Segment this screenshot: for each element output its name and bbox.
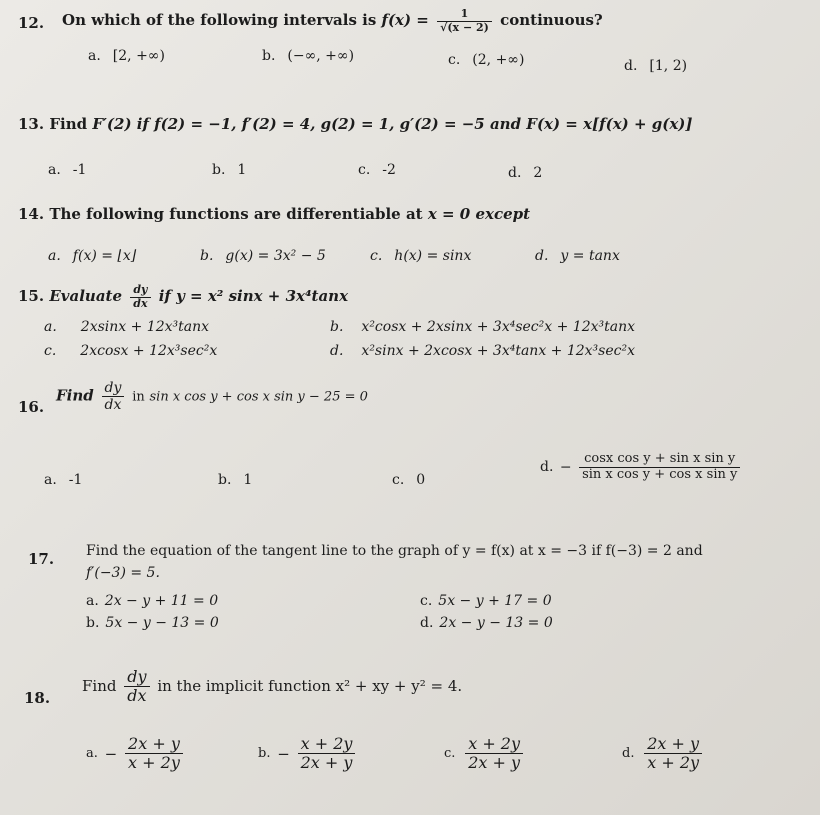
q18-option-d-label: d. xyxy=(622,746,635,762)
q15-stem-a: Evaluate xyxy=(49,287,123,306)
q15-option-b-label: b. xyxy=(330,319,344,335)
q18-option-c-den: 2x + y xyxy=(468,753,521,773)
q12-option-a-label: a. xyxy=(88,48,101,64)
q14-option-a-text: f(x) = ⌊x⌋ xyxy=(72,248,137,264)
q18-option-c-fraction xyxy=(465,735,523,773)
q18-option-a-sign: − xyxy=(104,744,118,763)
q15-number: 15. xyxy=(18,287,45,306)
q16-option-a-text: -1 xyxy=(68,472,83,488)
q16-option-d-sign: − xyxy=(559,459,572,476)
q18-frac-num: dy xyxy=(124,668,149,687)
q13-option-b-text: 1 xyxy=(237,162,247,178)
q14-option-b[interactable] xyxy=(200,248,326,264)
q13-option-c[interactable] xyxy=(358,162,396,178)
q18-stem-b: in the implicit function x² + xy + y² = 4. xyxy=(157,676,463,695)
q17-option-a-label: a. xyxy=(86,593,99,609)
q18-option-a-fraction xyxy=(125,735,183,773)
q12-option-c-text: (2, +∞) xyxy=(472,52,525,68)
q18-option-c-num: x + 2y xyxy=(465,735,523,754)
q18-stem-a: Find xyxy=(82,676,117,695)
q12-f-lhs: f(x) = xyxy=(381,11,429,30)
q12-option-b-text: (−∞, +∞) xyxy=(287,48,355,64)
q18-option-d-num: 2x + y xyxy=(644,735,702,754)
q16-stem xyxy=(56,380,368,413)
q13-option-d-text: 2 xyxy=(533,165,543,181)
q12-fraction xyxy=(437,8,492,34)
q16-option-d-label: d. xyxy=(540,459,554,476)
q13-option-d-label: d. xyxy=(508,165,522,181)
q12-stem xyxy=(62,8,603,34)
q18-frac-den: dx xyxy=(127,686,147,706)
q17-stem xyxy=(86,540,703,584)
q16-option-c-text: 0 xyxy=(416,472,426,488)
q13-stem xyxy=(18,115,692,133)
q17-option-b-text: 5x − y − 13 = 0 xyxy=(105,615,219,631)
q16-option-d-num: cosx cos y + sin x sin y xyxy=(579,452,740,468)
q18-stem xyxy=(82,668,462,706)
q16-option-c-label: c. xyxy=(392,472,405,488)
q15-option-d[interactable] xyxy=(330,343,635,359)
q15-fraction xyxy=(130,284,150,310)
q15-option-b-text: x²cosx + 2xsinx + 3x⁴sec²x + 12x³tanx xyxy=(361,319,635,335)
q13-number: 13. xyxy=(18,115,45,133)
q15-option-c[interactable] xyxy=(44,343,217,359)
q18-option-c-label: c. xyxy=(444,746,456,762)
q18-option-d-fraction xyxy=(644,735,702,773)
q15-option-d-label: d. xyxy=(330,343,344,359)
q16-option-d-fraction xyxy=(579,452,740,483)
q15-option-a-label: a. xyxy=(44,319,57,335)
q16-frac-num: dy xyxy=(102,380,125,397)
q13-option-a[interactable] xyxy=(48,162,86,178)
q16-option-a-label: a. xyxy=(44,472,57,488)
q13-option-a-label: a. xyxy=(48,162,61,178)
q18-fraction xyxy=(124,668,149,706)
q17-option-b[interactable] xyxy=(86,615,219,631)
q16-option-d[interactable] xyxy=(540,452,743,483)
q18-number: 18. xyxy=(24,689,51,707)
q17-option-d-label: d. xyxy=(420,615,434,631)
q13-option-a-text: -1 xyxy=(72,162,87,178)
q14-expr: x = 0 xyxy=(427,205,471,223)
q15-option-b[interactable] xyxy=(330,319,635,335)
q15-option-d-text: x²sinx + 2xcosx + 3x⁴tanx + 12x³sec²x xyxy=(361,343,635,359)
q12-number: 12. xyxy=(18,14,45,32)
q12-option-d-label: d. xyxy=(624,58,638,74)
q16-expr: sin x cos y + cos x sin y − 25 = 0 xyxy=(149,389,368,405)
q14-option-d[interactable] xyxy=(535,248,620,264)
q12-stem-a: On which of the following intervals is xyxy=(62,11,377,30)
q18-option-d-den: x + 2y xyxy=(647,753,700,773)
q14-option-a-label: a. xyxy=(48,248,61,264)
q14-option-d-label: d. xyxy=(535,248,549,264)
q18-option-b-sign: − xyxy=(277,744,290,763)
q17-option-a[interactable] xyxy=(86,593,218,609)
q16-stem-a: Find xyxy=(56,386,94,405)
q12-option-c-label: c. xyxy=(448,52,461,68)
q18-option-b-fraction xyxy=(298,735,356,773)
q16-option-d-den: sin x cos y + cos x sin y xyxy=(582,466,738,482)
q16-option-a[interactable] xyxy=(44,472,82,488)
q16-option-b-text: 1 xyxy=(243,472,253,488)
q17-number: 17. xyxy=(28,550,55,568)
q12-option-d-text: [1, 2) xyxy=(649,58,688,74)
q18-option-c[interactable] xyxy=(444,735,526,773)
q14-option-c-label: c. xyxy=(370,248,383,264)
q14-stem-b: except xyxy=(475,205,531,223)
q12-option-d[interactable] xyxy=(624,58,687,74)
q15-option-c-label: c. xyxy=(44,343,57,359)
q17-option-d[interactable] xyxy=(420,615,553,631)
q12-stem-b: continuous? xyxy=(500,11,603,30)
q18-option-b[interactable] xyxy=(258,735,358,773)
q13-stem-a: Find xyxy=(49,115,88,133)
q15-frac-num: dy xyxy=(130,284,150,298)
q14-stem xyxy=(18,205,530,223)
q13-option-c-text: -2 xyxy=(382,162,396,178)
q16-stem-b: in xyxy=(132,389,145,405)
q15-option-c-text: 2xcosx + 12x³sec²x xyxy=(80,343,218,359)
q16-number: 16. xyxy=(18,398,45,416)
q16-option-b[interactable] xyxy=(218,472,252,488)
q12-frac-num: 1 xyxy=(437,8,492,22)
q14-option-b-label: b. xyxy=(200,248,214,264)
q12-option-c[interactable] xyxy=(448,52,524,68)
q15-stem-b: if y = x² sinx + 3x⁴tanx xyxy=(158,287,349,306)
q16-fraction xyxy=(102,380,125,413)
q13-option-c-label: c. xyxy=(358,162,371,178)
q12-option-a-text: [2, +∞) xyxy=(112,48,165,64)
q14-option-c-text: h(x) = sinx xyxy=(394,248,472,264)
q16-frac-den: dx xyxy=(104,397,122,414)
q15-frac-den: dx xyxy=(133,296,148,310)
q12-frac-den: √(x − 2) xyxy=(440,20,489,34)
q17-option-d-text: 2x − y − 13 = 0 xyxy=(439,615,553,631)
q15-stem xyxy=(18,284,348,310)
q18-option-a-num: 2x + y xyxy=(125,735,183,754)
q18-option-a[interactable] xyxy=(86,735,186,773)
q13-expr: F′(2) if f(2) = −1, f′(2) = 4, g(2) = 1, g′(2) = −5 and F(x) = x[f(x) + g(x)] xyxy=(92,115,693,133)
q17-option-c-label: c. xyxy=(420,593,433,609)
q12-option-b[interactable] xyxy=(262,48,354,64)
q17-option-c[interactable] xyxy=(420,593,552,609)
q13-option-b[interactable] xyxy=(212,162,246,178)
q18-option-b-label: b. xyxy=(258,746,271,762)
q14-option-a[interactable] xyxy=(48,248,136,264)
q12-option-b-label: b. xyxy=(262,48,276,64)
q17-option-b-label: b. xyxy=(86,615,100,631)
q18-option-b-num: x + 2y xyxy=(298,735,356,754)
q18-option-b-den: 2x + y xyxy=(300,753,353,773)
q13-option-d[interactable] xyxy=(508,165,542,181)
q18-option-d[interactable] xyxy=(622,735,705,773)
q14-option-b-text: g(x) = 3x² − 5 xyxy=(225,248,326,264)
q14-number: 14. xyxy=(18,205,45,223)
q12-option-a[interactable] xyxy=(88,48,165,64)
q15-option-a[interactable] xyxy=(44,319,209,335)
q18-option-a-label: a. xyxy=(86,746,98,762)
q13-option-b-label: b. xyxy=(212,162,226,178)
q14-option-c[interactable] xyxy=(370,248,471,264)
q15-option-a-text: 2xsinx + 12x³tanx xyxy=(80,319,210,335)
q16-option-b-label: b. xyxy=(218,472,232,488)
q17-stem-a: Find the equation of the tangent line to the graph of y = f(x) at x = −3 if f(−3) = 2 and xyxy=(86,543,703,559)
q18-option-a-den: x + 2y xyxy=(128,753,180,773)
q14-stem-a: The following functions are differentiable at xyxy=(49,205,423,223)
q14-option-d-text: y = tanx xyxy=(560,248,620,264)
q17-stem-b: f′(−3) = 5. xyxy=(86,565,160,581)
q16-option-c[interactable] xyxy=(392,472,425,488)
q17-option-a-text: 2x − y + 11 = 0 xyxy=(104,593,219,609)
q17-option-c-text: 5x − y + 17 = 0 xyxy=(438,593,552,609)
